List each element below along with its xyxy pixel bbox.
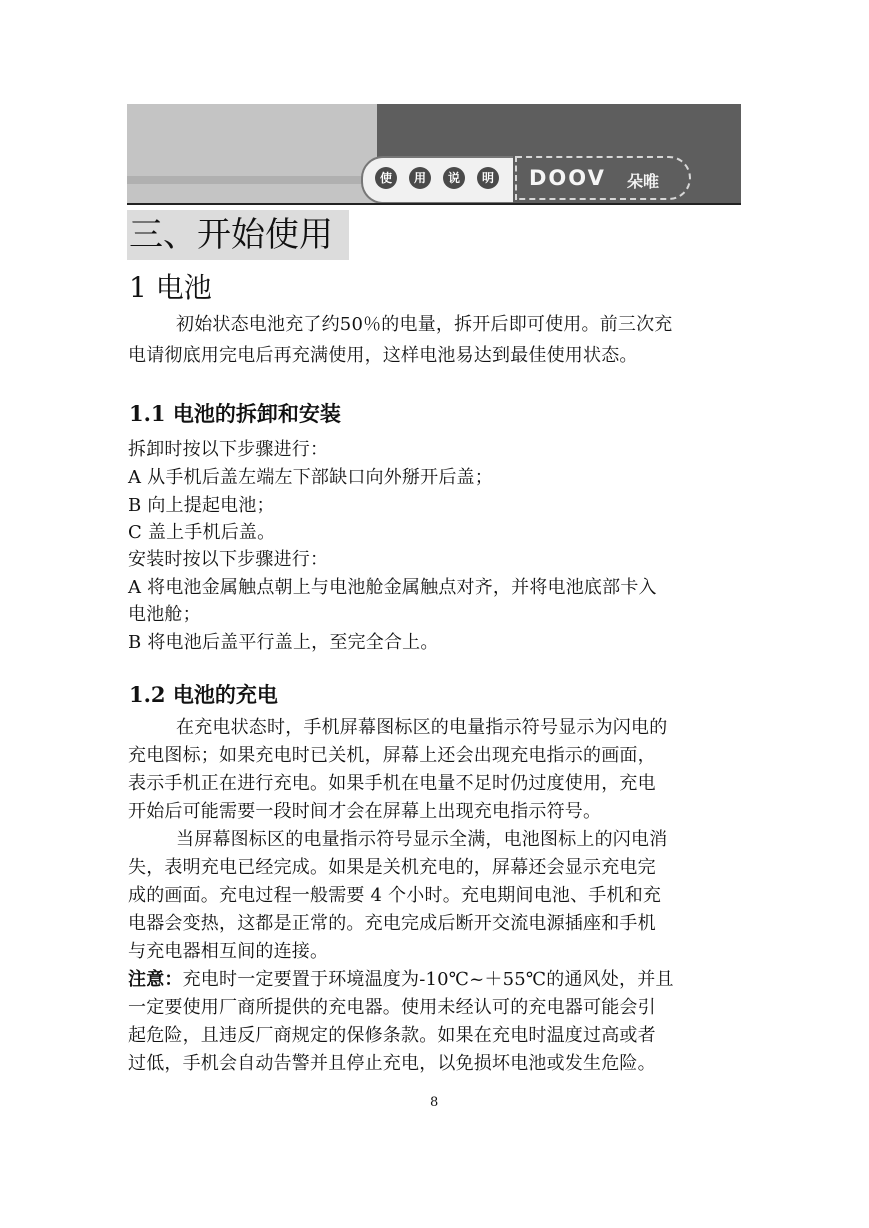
s1-2-p2-line-2: 失，表明充电已经完成。如果是关机充电的，屏幕还会显示充电完 [128,857,656,878]
s1-2-p1-line-3: 表示手机正在进行充电。如果手机在电量不足时仍过度使用，充电 [128,773,656,794]
s1-1-line-8: B 将电池后盖平行盖上，至完全合上。 [128,632,439,653]
note-line-3: 起危险，且违反厂商规定的保修条款。如果在充电时温度过高或者 [128,1025,656,1046]
s1-2-p2-line-4: 电器会变热，这都是正常的。充电完成后断开交流电源插座和手机 [128,913,656,934]
s1-1-line-1: 拆卸时按以下步骤进行： [128,439,329,460]
note-line-4: 过低，手机会自动告警并且停止充电，以免损坏电池或发生危险。 [128,1053,656,1074]
note-label: 注意： [128,969,183,990]
s1-1-line-6: A 将电池金属触点朝上与电池舱金属触点对齐，并将电池底部卡入 [128,577,657,598]
s1-2-p2-line-1: 当屏幕图标区的电量指示符号显示全满，电池图标上的闪电消 [176,829,668,850]
s1-2-p2-line-5: 与充电器相互间的连接。 [128,941,329,962]
s1-1-line-7: 电池舱； [128,604,201,625]
s1-2-p2-line-3: 成的画面。充电过程一般需要 4 个小时。充电期间电池、手机和充 [128,885,662,906]
brand-logo [515,156,691,200]
chapter-title: 三、开始使用 [127,210,349,260]
subsection-1-1-title: 1.1 电池的拆卸和安装 [129,401,341,426]
s1-2-p1-line-2: 充电图标；如果充电时已关机，屏幕上还会出现充电指示的画面， [128,745,656,766]
s1-1-line-2: A 从手机后盖左端左下部缺口向外掰开后盖； [128,467,493,488]
brand-name: DOOV [529,166,606,190]
manual-char-1: 使 [375,167,397,189]
s1-1-line-4: C 盖上手机后盖。 [128,522,276,543]
intro-line-2: 电请彻底用完电后再充满使用，这样电池易达到最佳使用状态。 [128,345,638,366]
header-rule [127,203,741,205]
brand-name-cn: 朵唯 [627,172,660,191]
section-title: 1 电池 [129,271,212,304]
intro-line-1: 初始状态电池充了约50％的电量，拆开后即可使用。前三次充 [176,314,673,335]
manual-char-3: 说 [443,167,465,189]
s1-1-line-5: 安装时按以下步骤进行： [128,549,329,570]
header-banner [127,104,741,204]
banner-left-panel [127,104,380,204]
note-text-first: 充电时一定要置于环境温度为-10℃~＋55℃的通风处，并且 [182,969,674,990]
manual-label-pill [361,156,513,204]
banner-strip [127,176,380,184]
manual-char-2: 用 [409,167,431,189]
manual-char-4: 明 [477,167,499,189]
s1-1-line-3: B 向上提起电池； [128,495,275,516]
page-number: 8 [430,1095,439,1110]
note-line-1 [128,965,674,991]
s1-2-p1-line-1: 在充电状态时，手机屏幕图标区的电量指示符号显示为闪电的 [176,717,668,738]
subsection-1-2-title: 1.2 电池的充电 [129,682,278,707]
s1-2-p1-line-4: 开始后可能需要一段时间才会在屏幕上出现充电指示符号。 [128,801,602,822]
note-line-2: 一定要使用厂商所提供的充电器。使用未经认可的充电器可能会引 [128,997,656,1018]
